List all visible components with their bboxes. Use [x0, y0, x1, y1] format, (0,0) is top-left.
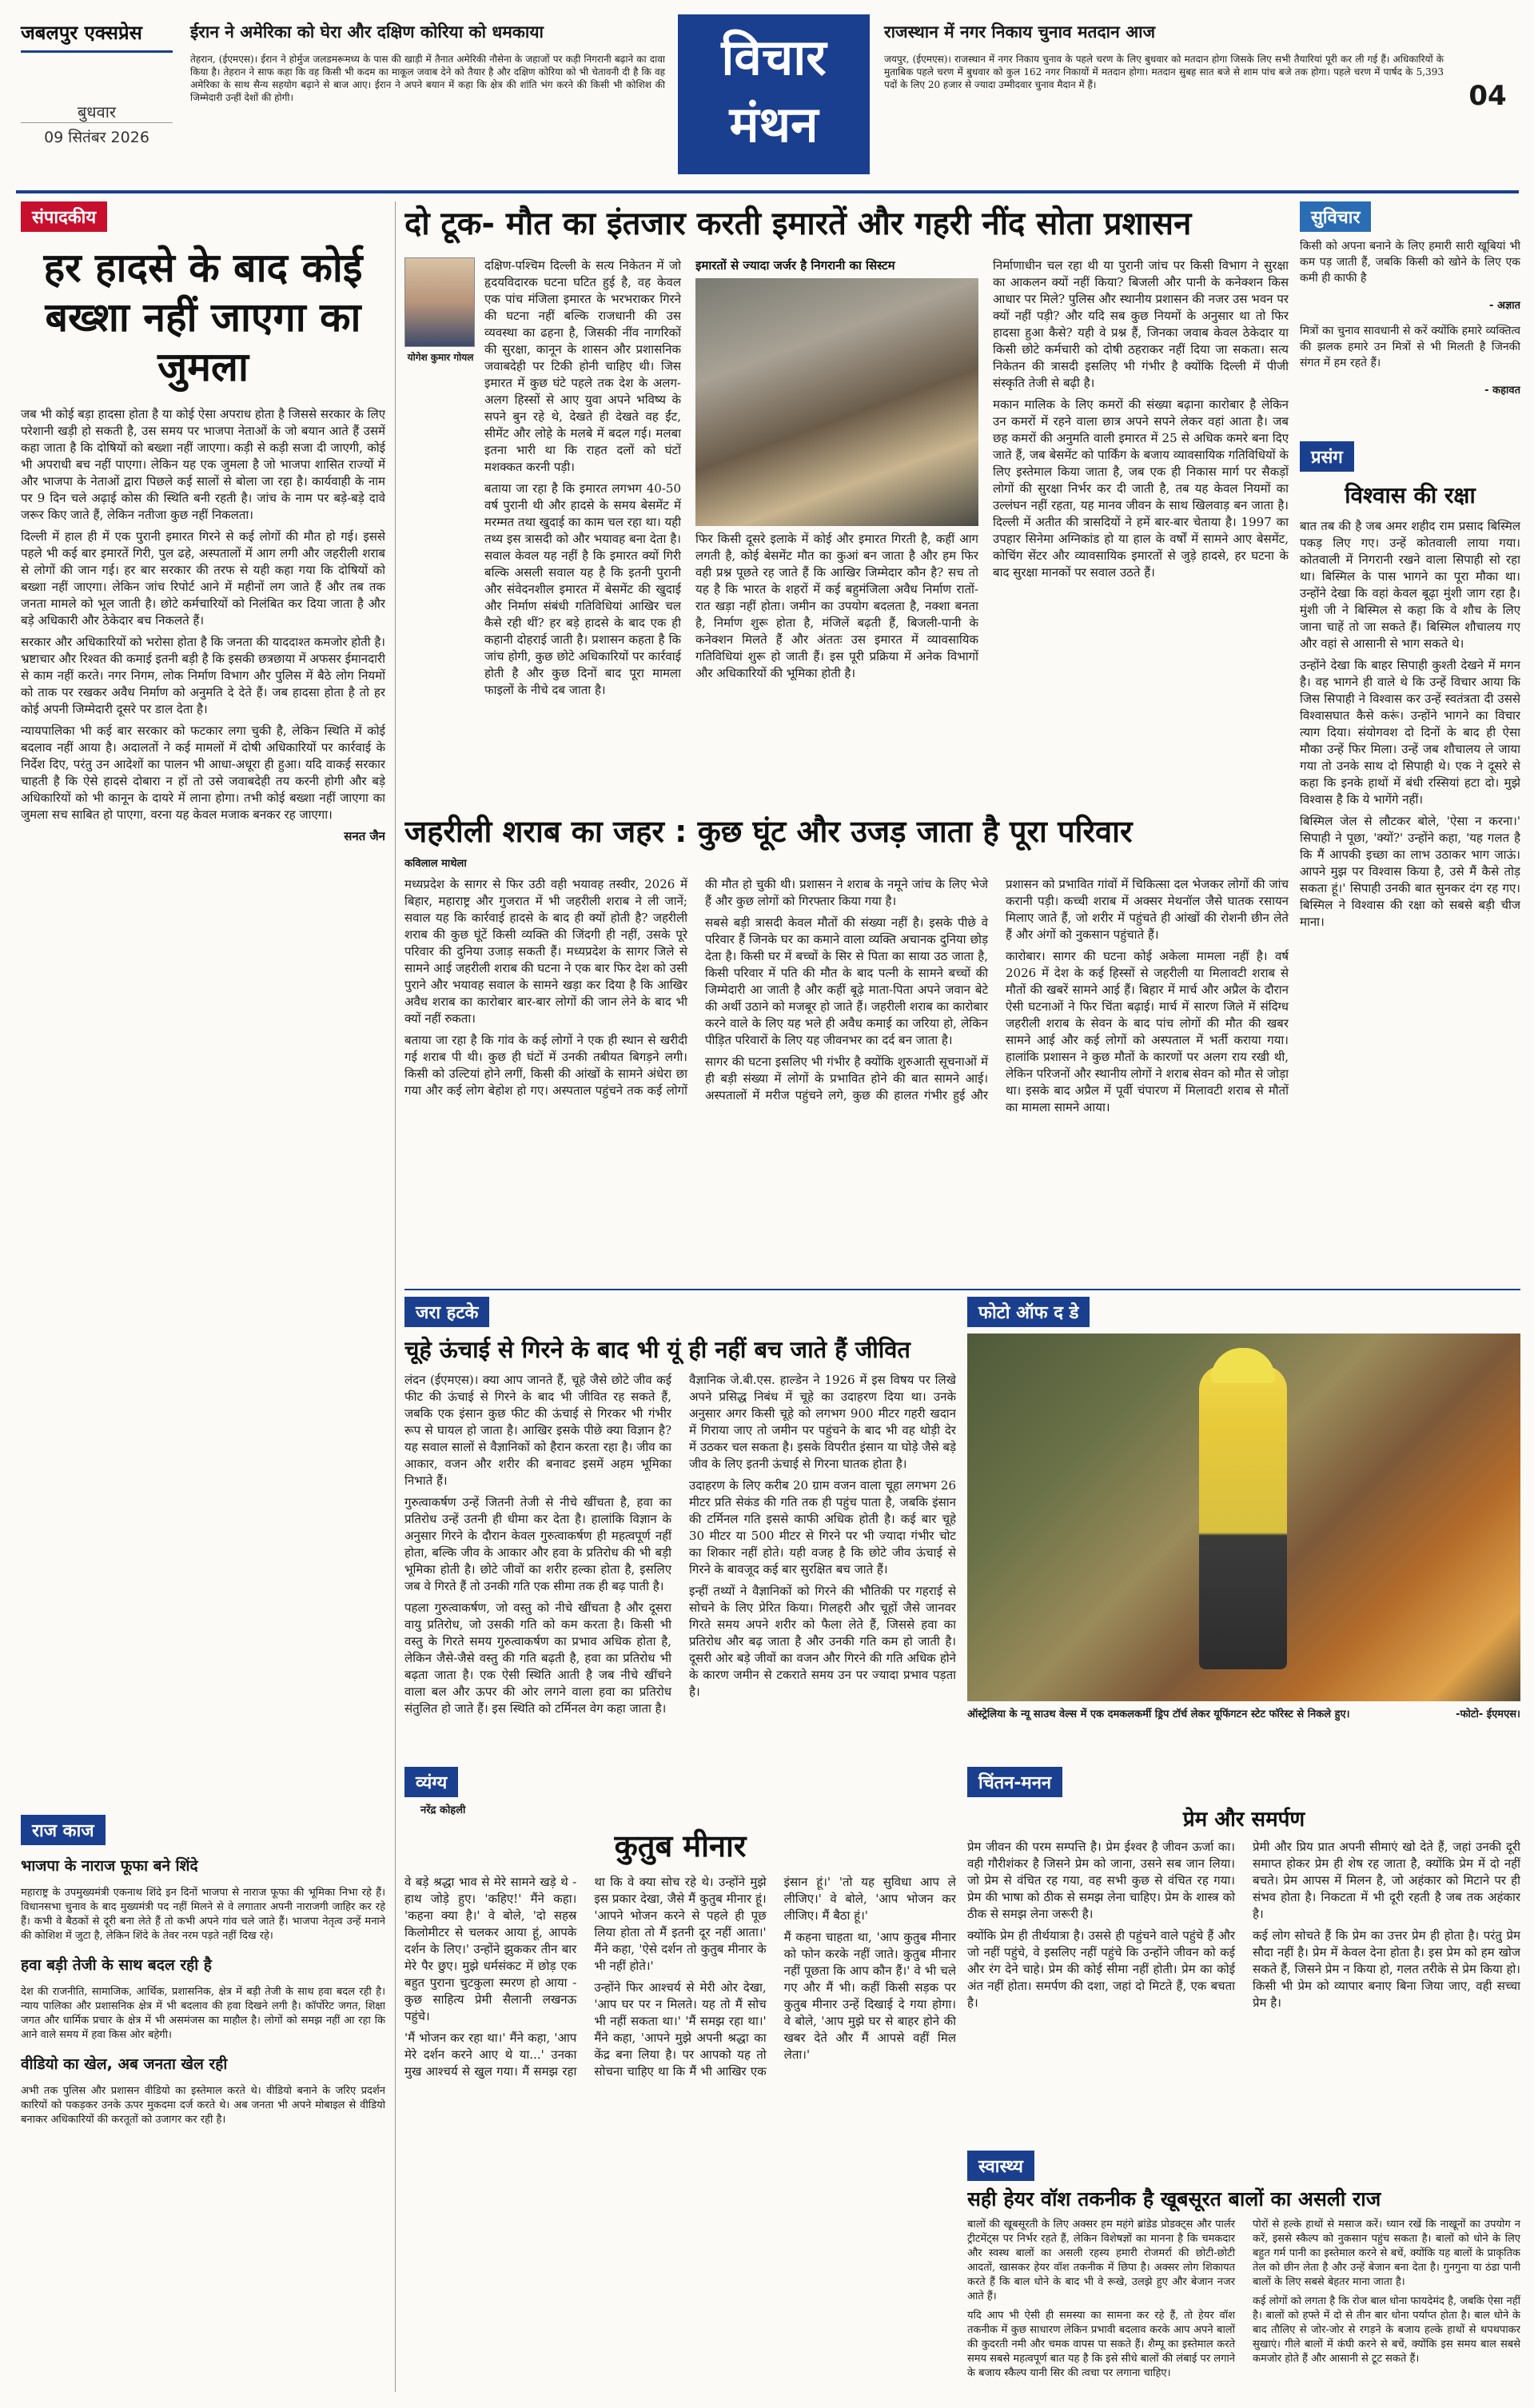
jara-hatke-paragraph: गुरुत्वाकर्षण उन्हें जितनी तेजी से नीचे खींचता है, हवा का प्रतिरोध उन्हें उतनी ही धीमा कर देता है। हालांकि विज्ञान के अनुसार गिरने के दौरान केवल गुरुत्वाकर्षण ही महत्वपूर्ण नहीं होता, बल्कि जीव के आकार और हवा के प्रतिरोध की भी बड़ी भूमिका होती है। छोटे जीवों का शरीर हल्का होता है, इसलिए जब वे गिरते हैं तो उनकी गति एक सीमा तक ही बढ़ पाती है।: [404, 1495, 671, 1593]
vyang-author: नरेंद्र कोहली: [420, 1804, 466, 1816]
sharab-author: कविलाल माथेला: [404, 858, 467, 870]
suvichar-quote: किसी को अपना बनाने के लिए हमारी सारी खूबियां भी कम पड़ जाती हैं, जबकि किसी को खोने के लिए एक कमी ही काफी है: [1300, 240, 1520, 285]
prasang-paragraph: बिस्मिल जेल से लौटकर बोले, 'ऐसा न करना।' सिपाही ने पूछा, 'क्यों?' उन्होंने कहा, 'यह गलत है कि मैं आपकी इच्छा का लाभ उठाकर भाग जाऊं। आपने मुझ पर विश्वास किया है, उसे मैं कैसे तोड़ सकता हूं।' सिपाही उनकी बात सुनकर दंग रह गए। बिस्मिल ने विश्वास की रक्षा को सबसे बड़ी चीज माना।: [1300, 814, 1520, 929]
chintan-paragraph: क्योंकि प्रेम ही तीर्थयात्रा है। उससे ही पहुंचने वाले पहुंचे हैं और जो नहीं पहुंचे, वे इसलिए नहीं पहुंचे कि उन्होंने जीवन को कई और रंग देने चाहे। प्रेम की कोई सीमा नहीं होती। प्रेम का कोई अंत नहीं होता। समर्पण की दशा, जहां दो मिटते हैं, एक बचता है।: [967, 1928, 1235, 2010]
chintan-paragraph: प्रेमी और प्रिय प्रात अपनी सीमाएं खो देते हैं, जहां उनकी दूरी समाप्त होकर प्रेम ही शेष रह जाता है, क्योंकि प्रेम में दो नहीं बचते। प्रेम आपस में मिलन है, जो अहंकार को मिटाने पर ही संभव होता है। निकटता में भी दूरी रहती है जब तक अहंकार है।: [1253, 1840, 1520, 1921]
lead-author-box: [404, 257, 476, 393]
masthead-brand: [678, 14, 870, 174]
prasang-headline: विश्वास की रक्षा: [1345, 482, 1476, 508]
swasthya-paragraph: बालों की खूबसूरती के लिए अक्सर हम महंगे ब्रांडेड प्रोडक्ट्स और पार्लर ट्रीटमेंट्स पर निर्भर रहते हैं, लेकिन विशेषज्ञों का मानना है कि चमकदार और स्वस्थ बालों का असली रहस्य हमारी रोजमर्रा की छोटी-छोटी आदतों, खासकर हेयर वॉश तकनीक में छिपा है। अक्सर लोग शिकायत करते हैं कि बाल धोने के बाद भी वे रूखे, उलझे हुए और बेजान नजर आते हैं।: [967, 2219, 1235, 2302]
lead-paragraph: बताया जा रहा है कि इमारत लगभग 40-50 वर्ष पुरानी थी और हादसे के समय बेसमेंट में मरम्मत तथा खुदाई का काम चल रहा था। यही तथ्य इस त्रासदी को और भयावह बना देता है। सवाल केवल यह नहीं है कि इमारत क्यों गिरी बल्कि असली सवाल यह है कि इतनी पुरानी और संवेदनशील इमारत में बेसमेंट की खुदाई और निर्माण संबंधी गतिविधियां आखिर चल कैसे रही थीं? हर बड़े हादसे के बाद एक ही कहानी दोहराई जाती है। प्रशासन कहता है कि जांच होगी, कुछ छोटे अधिकारियों पर कार्रवाई होती है और कुछ दिनों बाद पूरा मामला फाइलों के नीचे दब जाता है।: [484, 481, 681, 697]
photo-of-day-tag: फोटो ऑफ द डे: [967, 1297, 1090, 1327]
editorial-tag: संपादकीय: [21, 201, 107, 232]
raj-kaaj-headline: हवा बड़ी तेजी के साथ बदल रही है: [21, 1956, 212, 1974]
raj-kaaj-headline: वीडियो का खेल, अब जनता खेल रही: [21, 2055, 228, 2073]
photo-credit: -फोटो- ईएमएस।: [1456, 1708, 1520, 1720]
jara-hatke-body: [404, 1372, 956, 1740]
suvichar-author: - कहावत: [1484, 385, 1520, 397]
prasang-paragraph: उन्होंने देखा कि बाहर सिपाही कुश्ती देखने में मगन है। वह भागने ही वाले थे कि उन्हें विचार आया कि जिस सिपाही ने विश्वास कर उन्हें स्वतंत्रता दी उससे विश्वासघात कैसे करूं। उन्होंने भागने का विचार त्याग दिया। संयोगवश दो दिनों के बाद ही ऐसा मौका उन्हें फिर मिला। उन्हें जब शौचालय ले जाया गया तो उनके साथ दो सिपाही थे। एक ने दूसरे से कहा कि इनके हाथों में बंधी रस्सियां हटा दो। मुझे विश्वास है कि ये भागेंगे नहीं।: [1300, 658, 1520, 807]
swasthya-headline: सही हेयर वॉश तकनीक है खूबसूरत बालों का असली राज: [967, 2187, 1381, 2211]
issue-date: 09 सितंबर 2026: [21, 122, 173, 147]
chintan-paragraph: कई लोग सोचते हैं कि प्रेम का उत्तर प्रेम ही होता है। परंतु प्रेम सौदा नहीं है। प्रेम में केवल देना होता है। इस प्रेम को हम खोज सकते हैं, जिसने प्रेम न किया हो, गलत तरीके से प्रेम किया हो। किसी भी प्रेम को व्यापार बनाए बिना जिया जाए, वही सच्चा प्रेम है।: [1253, 1928, 1520, 2010]
raj-kaaj-section: [21, 1815, 385, 2394]
vyang-paragraph: वे बड़े श्रद्धा भाव से मेरे सामने खड़े थे - हाथ जोड़े हुए। 'कहिए!' मैंने कहा। 'कहना क्या है।' वे बोले, 'दो सहस्र किलोमीटर से चलकर आया हूं, आपके दर्शन के लिए।' उन्होंने झुककर तीन बार मेरे पैर छुए। मुझे धर्मसंकट में छोड़ एक बहुत पुराना चुटकुला स्मरण हो आया - कुछ साहित्य प्रेमी सैलानी लखनऊ पहुंचे।: [404, 1875, 577, 2023]
jara-hatke-paragraph: लंदन (ईएमएस)। क्या आप जानते हैं, चूहे जैसे छोटे जीव कई फीट की ऊंचाई से गिरने के बाद भी जीवित रह सकते हैं, जबकि एक इंसान कुछ फीट की ऊंचाई से गिरकर भी गंभीर रूप से घायल हो जाता है। आखिर इसके पीछे क्या विज्ञान है? यह सवाल सालों से वैज्ञानिकों को हैरान करता रहा है। जीव का आकार, वजन और शरीर की बनावट इसमें अहम भूमिका निभाते हैं।: [404, 1373, 671, 1488]
firefighter-photo: [967, 1334, 1520, 1701]
raj-kaaj-text: महाराष्ट्र के उपमुख्यमंत्री एकनाथ शिंदे इन दिनों भाजपा से नाराज फूफा की भूमिका निभा रहे हैं। विधानसभा चुनाव के बाद मुख्यमंत्री पद नहीं मिलने से वे लगातार अपनी नाराजगी जाहिर कर रहे हैं। कभी वे बैठकों से दूरी बना लेते हैं तो कभी अपने गांव चले जाते हैं। भाजपा नेतृत्व उन्हें मनाने की कोशिश में जुटा है, लेकिन शिंदे के तेवर नरम पड़ते नहीं दिख रहे।: [21, 1887, 385, 1942]
photo-of-day-section: [967, 1297, 1520, 1752]
editorial-headline: हर हादसे के बाद कोई बख्शा नहीं जाएगा का जुमला: [43, 245, 363, 390]
suvichar-tag: सुविचार: [1300, 201, 1371, 232]
page-number: 04: [1468, 80, 1507, 112]
chintan-paragraph: प्रेम जीवन की परम सम्पत्ति है। प्रेम ईश्वर है जीवन ऊर्जा का। वही गौरीशंकर है जिसने प्रेम को जाना, उसने सब जान लिया। जो प्रेम से वंचित रह गया, वह सभी कुछ से वंचित रह गया। प्रेम की भाषा को ठीक से समझ लेना चाहिए। प्रेम के शास्त्र को ठीक से समझ लेना जरूरी है।: [967, 1840, 1235, 1921]
suvichar-quote: मित्रों का चुनाव सावधानी से करें क्योंकि हमारे व्यक्तित्व की झलक हमारे उन मित्रों से भी मिलती है जिनकी संगत में हम रहते हैं।: [1300, 325, 1520, 369]
issue-day: बुधवार: [77, 102, 117, 122]
jara-hatke-tag: जरा हटके: [404, 1297, 489, 1327]
lead-paragraph: दक्षिण-पश्चिम दिल्ली के सत्य निकेतन में जो हृदयविदारक घटना घटित हुई है, वह केवल एक पांच मंजिला इमारत के भरभराकर गिरने की घटना नहीं बल्कि राजधानी की उस व्यवस्था का ढहना है, जिसकी नींव नागरिकों की सुरक्षा, कानून के शासन और प्रशासनिक जवाबदेही पर टिकी होनी चाहिए थी। जिस इमारत में कुछ घंटे पहले तक देश के अलग-अलग हिस्सों से आए युवा अपने भविष्य के सपने बुन रहे थे, देखते ही देखते वह ईंट, सीमेंट और लोहे के मलबे में बदल गई। मलबा इतना भारी था कि राहत दलों को घंटों मशक्कत करनी पड़ी।: [484, 258, 681, 474]
editorial-paragraph: सरकार और अधिकारियों को भरोसा होता है कि जनता की याददाश्त कमजोर होती है। भ्रष्टाचार और रिश्वत की कमाई इतनी बड़ी है कि इसकी छत्रछाया में अफसर ईमानदारी से काम नहीं करते। नगर निगम, लोक निर्माण विभाग और पुलिस में बैठे लोग नियमों को ताक पर रखकर अवैध निर्माण को अनुमति दे देते हैं। जब हादसा होता है तो हर कोई अपनी जिम्मेदारी दूसरे पर डाल देता है।: [21, 635, 385, 716]
chintan-body: [967, 1839, 1520, 2143]
swasthya-body: [967, 2218, 1520, 2394]
masthead-divider: [16, 190, 1519, 193]
editorial-paragraph: न्यायपालिका भी कई बार सरकार को फटकार लगा चुकी है, लेकिन स्थिति में कोई बदलाव नहीं आया है। अदालतों ने कई मामलों में दोषी अधिकारियों पर कार्रवाई के निर्देश दिए, परंतु उन आदेशों का पालन भी आधा-अधूरा ही हुआ। यदि वाकई सरकार चाहती है कि ऐसे हादसे दोबारा न हों तो उसे जवाबदेही तय करनी होगी और बड़े अधिकारियों को भी कानून के दायरे में लाना होगा। तभी कोई बख्शा नहीं जाएगा का जुमला सच साबित हो पाएगा, वरना यह केवल मजाक बनकर रह जाएगा।: [21, 724, 385, 822]
paper-name: जबलपुर एक्सप्रेस: [21, 19, 173, 53]
masthead-left: [21, 19, 173, 163]
jara-hatke-paragraph: उदाहरण के लिए करीब 20 ग्राम वजन वाला चूहा लगभग 26 मीटर प्रति सेकंड की गति तक ही पहुंच पाता है, जबकि इंसान की टर्मिनल गति इससे काफी अधिक होती है। कई बार चूहे 30 मीटर या 500 मीटर से गिरने पर भी ज्यादा गंभीर चोट का शिकार नहीं होते। यही वजह है कि छोटे जीव ऊंचाई से गिरने के बावजूद कई बार सुरक्षित बच जाते हैं।: [689, 1478, 956, 1577]
lead-headline: दो टूक- मौत का इंतजार करती इमारतें और गहरी नींद सोता प्रशासन: [404, 205, 1192, 242]
sharab-paragraph: मध्यप्रदेश के सागर से फिर उठी वही भयावह तस्वीर, 2026 में बिहार, महाराष्ट्र और गुजरात में भी जहरीली शराब ने ली जानें; सवाल यह कि कार्रवाई हादसे के बाद ही क्यों होती है? जहरीली शराब की कुछ घूंटें किसी व्यक्ति की जिंदगी ही नहीं, उसके पूरे परिवार की दुनिया उजाड़ सकती हैं। मध्यप्रदेश के सागर जिले से सामने आई जहरीली शराब की घटना ने एक बार फिर देश को उसी पुराने और भयावह सवाल के सामने खड़ा कर दिया है कि आखिर अवैध शराब का कारोबार बार-बार लोगों की जान लेने के बाद भी क्यों नहीं रुकता।: [404, 877, 687, 1026]
brand-line-1: विचार: [721, 28, 827, 86]
lead-paragraph: फिर किसी दूसरे इलाके में कोई और इमारत गिरती है, कहीं आग लगती है, कोई बेसमेंट मौत का कुआं बन जाता है और हम फिर वही प्रश्न पूछते रह जाते हैं कि आखिर जिम्मेदार कौन है? सच तो यह है कि भारत के शहरों में कई बहुमंजिला अवैध निर्माण रातों-रात खड़ा नहीं होता। जमीन का उपयोग बदलता है, नक्शा बनता है, निर्माण शुरू होता है, मंजिलें बढ़ती हैं, बिजली-पानी के कनेक्शन मिलते हैं और अंततः उस इमारत में व्यावसायिक गतिविधियां शुरू हो जाती हैं। इस पूरी प्रक्रिया में अनेक विभागों और अधिकारियों की भूमिका होती है।: [695, 532, 978, 680]
author-photo: [404, 257, 475, 347]
chintan-section: [967, 1767, 1520, 2143]
top-news-headline: ईरान ने अमेरिका को घेरा और दक्षिण कोरिया को धमकाया: [190, 22, 544, 42]
jara-hatke-paragraph: इन्हीं तथ्यों ने वैज्ञानिकों को गिरने की भौतिकी पर गहराई से सोचने के लिए प्रेरित किया। गिलहरी और चूहों जैसे जानवर गिरते समय अपने शरीर को फैला लेते हैं, जिससे हवा का प्रतिरोध और बढ़ जाता है और उनकी गति कम हो जाती है। दूसरी ओर बड़े जीवों का वजन और गिरने की गति अधिक होने के कारण जमीन से टकराते समय उन पर ज्यादा प्रभाव पड़ता है।: [689, 1584, 956, 1699]
editorial-section: [21, 201, 385, 1792]
jara-hatke-section: [404, 1297, 956, 1752]
sharab-article: [404, 811, 1289, 1282]
suvichar-author: - अज्ञात: [1489, 300, 1520, 312]
top-news-text: जयपुर, (ईएमएस)। राजस्थान में नगर निकाय चुनाव के पहले चरण के लिए बुधवार को मतदान होगा जिसके लिए सभी तैयारियां पूरी कर ली गई हैं। अधिकारियों के मुताबिक पहले चरण में बुधवार को कुल 162 नगर निकायों में मतदान होगा। मतदान सुबह सात बजे से शाम पांच बजे तक होगा। पहले चरण में पार्षद के 5,393 पदों के लिए 20 हजार से ज्यादा उम्मीदवार चुनाव मैदान में हैं।: [884, 54, 1444, 90]
lead-photo-caption: इमारतों से ज्यादा जर्जर है निगरानी का सिस्टम: [695, 258, 895, 273]
section-divider: [404, 1289, 1520, 1290]
masthead-news-left: [190, 18, 665, 185]
lead-paragraph: मकान मालिक के लिए कमरों की संख्या बढ़ाना कारोबार है लेकिन उन कमरों में रहने वाला छात्र अपने सपने लेकर वहां आता है। जब छह कमरों की अनुमति वाली इमारत में 25 से अधिक कमरे बना दिए जाते हैं, जब बेसमेंट को पार्किंग के बजाय व्यावसायिक गतिविधियों के लिए इस्तेमाल किया जाता है, जब एक ही निकास मार्ग पर सैकड़ों लोगों की सुरक्षा निर्भर कर दी जाती है, तब यह केवल नियमों का उल्लंघन नहीं रहता, यह मानव जीवन के साथ खिलवाड़ बन जाता है। दिल्ली में अतीत की त्रासदियों ने हमें बार-बार चेताया है। 1997 का उपहार सिनेमा अग्निकांड हो या हाल के वर्षों में सामने आए बेसमेंट, कोचिंग सेंटर और व्यावसायिक इमारतों से जुड़े हादसे, हर घटना के बाद सुरक्षा मानकों पर सवाल उठते हैं।: [993, 397, 1289, 580]
vyang-body: [404, 1874, 956, 2394]
jara-hatke-paragraph: वैज्ञानिक जे.बी.एस. हाल्डेन ने 1926 में इस विषय पर लिखे अपने प्रसिद्ध निबंध में चूहे का उदाहरण दिया था। उनके अनुसार अगर किसी चूहे को लगभग 900 मीटर गहरी खदान में गिराया जाए तो जमीन पर पहुंचने के बाद भी वह थोड़ी देर में उठकर चल सकता है। इसके विपरीत इंसान या घोड़े जैसे बड़े जीव के लिए इतनी ऊंचाई से गिरना घातक होता है।: [689, 1373, 956, 1471]
swasthya-paragraph: कई लोगों को लगता है कि रोज बाल धोना फायदेमंद है, जबकि ऐसा नहीं है। बालों को हफ्ते में दो से तीन बार धोना पर्याप्त होता है। बाल धोने के बाद तौलिए से जोर-जोर से रगड़ने के बजाय हल्के हाथों से थपथपाकर सुखाएं। गीले बालों में कंघी करने से बचें, क्योंकि इस समय बाल सबसे कमजोर होते हैं और आसानी से टूट सकते हैं।: [1253, 2295, 1520, 2365]
sharab-paragraph: बताया जा रहा है कि गांव के कई लोगों ने एक ही स्थान से खरीदी गई शराब पी थी। कुछ ही घंटों में उनकी तबीयत बिगड़ने लगी। किसी को उल्टियां होने लगीं, किसी की आंखों के सामने अंधेरा छा गया और कई लोग बेहोश हो गए। अस्पताल पहुंचने तक कई लोगों की मौत हो चुकी थी। प्रशासन ने शराब के नमूने जांच के लिए भेजे हैं और कुछ लोगों को गिरफ्तार किया गया है।: [404, 877, 988, 1098]
lead-paragraph: निर्माणाधीन चल रहा थी या पुरानी जांच पर किसी विभाग ने सुरक्षा का आकलन क्यों नहीं किया? बिजली और पानी के कनेक्शन किस आधार पर मिले? पुलिस और स्थानीय प्रशासन की नजर उस भवन पर क्यों नहीं पड़ी? और यदि सब कुछ नियमों के अनुसार था तो फिर हादसा हुआ कैसे? यही वे प्रश्न हैं, जिनका जवाब केवल ठेकेदार या किसी छोटे कर्मचारी को दोषी ठहराकर नहीं दिया जा सकता। सत्य निकेतन की त्रासदी इसलिए भी गंभीर है क्योंकि दिल्ली में पीजी संस्कृति तेजी से बढ़ी है।: [993, 258, 1289, 390]
sharab-paragraph: सागर की घटना इसलिए भी गंभीर है क्योंकि शुरुआती सूचनाओं में ही बड़ी संख्या में लोगों के प्रभावित होने की बात सामने आई। अस्पतालों में मरीज पहुंचने लगे, कुछ की हालत गंभीर हुई और प्रशासन को प्रभावित गांवों में चिकित्सा दल भेजकर लोगों की जांच करानी पड़ी। कच्ची शराब में अक्सर मेथनॉल जैसे घातक रसायन मिलाए जाते हैं, जो शरीर में पहुंचते ही आंखों की रोशनी छीन लेते हैं और अंगों को नुकसान पहुंचाते हैं।: [705, 877, 1289, 1102]
masthead-news-right: [884, 18, 1444, 185]
raj-kaaj-text: अभी तक पुलिस और प्रशासन वीडियो का इस्तेमाल करते थे। वीडियो बनाने के जरिए प्रदर्शन कारियों को पकड़कर उनके ऊपर मुकदमा दर्ज करते थे। अब जनता भी अपने मोबाइल से वीडियो बनाकर अधिकारियों की करतूतों को उजागर कर रही है।: [21, 2085, 385, 2126]
collapse-photo: [695, 278, 978, 526]
lead-author: योगेश कुमार गोयल: [407, 352, 474, 363]
editorial-author: सनत जैन: [344, 829, 385, 843]
top-news-headline: राजस्थान में नगर निकाय चुनाव मतदान आज: [884, 22, 1156, 42]
lead-text-left: [484, 257, 681, 798]
masthead: [0, 0, 1534, 193]
swasthya-tag: स्वास्थ्य: [967, 2151, 1034, 2181]
lead-article: [404, 201, 1289, 801]
brand-line-2: मंथन: [729, 95, 819, 153]
vyang-headline: कुतुब मीनार: [614, 1828, 747, 1864]
swasthya-paragraph: यदि आप भी ऐसी ही समस्या का सामना कर रहे हैं, तो हेयर वॉश तकनीक में कुछ साधारण लेकिन प्रभावी बदलाव करके आप अपने बालों की कुदरती नमी और चमक वापस पा सकते हैं। शैम्पू का इस्तेमाल करते समय सबसे महत्वपूर्ण बात यह है कि इसे सीधे बालों की लंबाई पर लगाने के बजाय स्कैल्प यानी सिर की त्वचा पर लगाना चाहिए।: [967, 2310, 1235, 2379]
vyang-section: [404, 1767, 956, 2394]
editorial-paragraph: जब भी कोई बड़ा हादसा होता है या कोई ऐसा अपराध होता है जिससे सरकार के लिए परेशानी खड़ी हो सकती है, उस समय पर भाजपा नेताओं के जो बयान आते हैं उसमें कहा जाता है कि दोषियों को बख्शा नहीं जाएगा। कड़ी से कड़ी सजा दी जाएगी, कोई भी अपराधी बच नहीं पाएगा। लेकिन यह एक जुमला है जो भाजपा शासित राज्यों में और भाजपा के नेताओं द्वारा पिछले कई सालों से बोला जा रहा है। कार्यवाही के नाम पर 9 दिन चले अढ़ाई कोस की स्थिति बनी रहती है। जांच के नाम पर बड़े-बड़े दावे जरूर किए जाते हैं, लेकिन नतीजा कुछ नहीं निकलता।: [21, 407, 385, 522]
sharab-paragraph: कारोबार। सागर की घटना कोई अकेला मामला नहीं है। वर्ष 2026 में देश के कई हिस्सों से जहरीली या मिलावटी शराब से मौतों की खबरें सामने आई हैं। बिहार में मार्च और अप्रैल के दौरान ऐसी घटनाओं ने फिर चिंता बढ़ाई। मार्च में सारण जिले में संदिग्ध जहरीली शराब के सेवन के बाद पांच लोगों की मौत की खबर सामने आई और कई लोगों को अस्पताल में भर्ती कराया गया। हालांकि प्रशासन ने कुछ मौतों के कारणों पर अलग राय रखी थी, लेकिन परिजनों और स्थानीय लोगों ने शराब सेवन को मौत से जोड़ा था। इसके बाद अप्रैल में पूर्वी चंपारण में मिलावटी शराब से मौतों का मामला सामने आया।: [1006, 949, 1289, 1114]
raj-kaaj-tag: राज काज: [21, 1815, 106, 1845]
raj-kaaj-headline: भाजपा के नाराज फूफा बने शिंदे: [21, 1857, 198, 1875]
raj-kaaj-text: देश की राजनीति, सामाजिक, आर्थिक, प्रशासनिक, क्षेत्र में बड़ी तेजी के साथ हवा बदल रही है। न्याय पालिका और प्रशासनिक क्षेत्र में भी बदलाव की हवा दिखने लगी है। कॉर्पोरेट जगत, शिक्षा जगत और धार्मिक प्रचार के क्षेत्र में भी असमंजस का माहौल है। लोगों को समझ नहीं आ रहा कि आने वाले समय में हवा किस ओर बहेगी।: [21, 1986, 385, 2041]
firefighter-figure: [1199, 1365, 1287, 1669]
vyang-paragraph: उन्होंने फिर आश्चर्य से मेरी ओर देखा, 'आप घर पर न मिलते। यह तो मैं सोच भी नहीं सकता था।' 'मैं समझ रहा था।' मैंने कहा, 'आपने मुझे अपनी श्रद्धा का केंद्र बना लिया है। पर आपको यह तो सोचना चाहिए था कि मैं भी आखिर एक इंसान हूं।' 'तो यह सुविधा आप ले लीजिए।' वे बोले, 'आप भोजन कर लीजिए। मैं बैठा हूं।': [594, 1875, 956, 2079]
vyang-paragraph: मैं कहना चाहता था, 'आप कुतुब मीनार को फोन करके नहीं जाते। कुतुब मीनार नहीं पूछता कि आप कौन हैं।' वे भी चले गए और मैं भी। कहीं किसी सड़क पर कुतुब मीनार उन्हें दिखाई दे गया होगा। वे बोले, 'आप मुझे घर से बाहर होने की खबर देते और मैं आपसे वहीं मिल लेता।': [783, 1930, 956, 2062]
sharab-body: [404, 876, 1289, 1276]
sharab-headline: जहरीली शराब का जहर : कुछ घूंट और उजड़ जाता है पूरा परिवार: [404, 814, 1133, 849]
vyang-paragraph: 'मैं भोजन कर रहा था।' मैंने कहा, 'आप मेरे दर्शन करने आए थे या...' उनका मुख आश्चर्य से खुल गया। मैं समझ रहा था कि वे क्या सोच रहे थे। उन्होंने मुझे इस प्रकार देखा, जैसे मैं कुतुब मीनार हूं। 'आपने भोजन करने से पहले ही पूछ लिया होता तो मैं इतनी दूर नहीं आता।' मैंने कहा, 'ऐसे दर्शन तो कुतुब मीनार के भी नहीं होते।': [404, 1875, 767, 2079]
photo-caption: ऑस्ट्रेलिया के न्यू साउथ वेल्स में एक दमकलकर्मी ड्रिप टॉर्च लेकर यूफिंगटन स्टेट फॉरेस्ट से निकले हुए।: [967, 1708, 1350, 1720]
editorial-paragraph: दिल्ली में हाल ही में एक पुरानी इमारत गिरने से कई लोगों की मौत हो गई। इससे पहले भी कई बार इमारतें गिरी, पुल ढहे, अस्पतालों में आग लगी और जहरीली शराब से लोगों की जान गई। हर बार सरकार की तरफ से यही कहा गया कि दोषियों को बख्शा नहीं जाएगा। लेकिन जांच रिपोर्ट आने में महीनों लग जाते हैं और तब तक जनता मामले को भूल जाती है। छोटे कर्मचारियों को निलंबित कर दिया जाता है और बड़े अधिकारी और ठेकेदार बच निकलते हैं।: [21, 529, 385, 628]
column-divider: [395, 201, 396, 2392]
sharab-paragraph: सबसे बड़ी त्रासदी केवल मौतों की संख्या नहीं है। इसके पीछे वे परिवार हैं जिनके घर का कमाने वाला व्यक्ति अचानक दुनिया छोड़ देता है। किसी घर में बच्चों के सिर से पिता का साया उठ जाता है, किसी परिवार में पति की मौत के बाद पत्नी के सामने बच्चों की जिम्मेदारी आ जाती है और कहीं बूढ़े माता-पिता अपने जवान बेटे की अर्थी उठाने को मजबूर हो जाते हैं। जहरीली शराब का कारोबार करने वाले के लिए यह भले ही अवैध कमाई का जरिया हो, लेकिन पीड़ित परिवारों के लिए यह जीवनभर का दर्द बन जाता है।: [705, 915, 988, 1047]
vyang-tag: व्यंग्य: [404, 1767, 458, 1797]
lead-photo-block: [695, 257, 978, 798]
prasang-tag: प्रसंग: [1300, 441, 1354, 472]
top-news-text: तेहरान, (ईएमएस)। ईरान ने होर्मुज जलडमरूमध्य के पास की खाड़ी में तैनात अमेरिकी नौसेना के जहाजों पर कड़ी निगरानी बढ़ाने का दावा किया है। तेहरान ने साफ कहा कि वह किसी भी कदम का माकूल जवाब देने को तैयार है और दक्षिण कोरिया को भी चेतावनी दी है कि वह अमेरिका के साथ सैन्य सहयोग बढ़ाने से बाज आए। ईरान ने अपने बयान में कहा कि क्षेत्र की शांति भंग करने की किसी भी कोशिश की जिम्मेदारी उन्हीं देशों की होगी।: [190, 54, 665, 103]
jara-hatke-headline: चूहे ऊंचाई से गिरने के बाद भी यूं ही नहीं बच जाते हैं जीवित: [404, 1336, 910, 1363]
lead-text-right: [993, 257, 1289, 798]
swasthya-paragraph: पोरों से हल्के हाथों से मसाज करें। ध्यान रखें कि नाखूनों का उपयोग न करें, इससे स्कैल्प को नुकसान पहुंच सकता है। बालों को धोने के लिए बहुत गर्म पानी का इस्तेमाल करने से बचें, क्योंकि यह बालों के प्राकृतिक तेल को छीन लेता है और उन्हें बेजान बना देता है। गुनगुना या ठंडा पानी बालों के लिए सबसे बेहतर माना जाता है।: [1253, 2219, 1520, 2288]
prasang-paragraph: बात तब की है जब अमर शहीद राम प्रसाद बिस्मिल पकड़ लिए गए। उन्हें कोतवाली लाया गया। कोतवाली में निगरानी रखने वाला सिपाही सो रहा था। बिस्मिल के पास भागने का पूरा मौका था। उन्होंने देखा कि वहां केवल बूढ़ा मुंशी जाग रहा है। मुंशी जी ने बिस्मिल से कहा कि वे शौच के लिए जाना चाहें तो जा सकते हैं। बिस्मिल शौचालय गए और वहां से आसानी से भाग सकते थे।: [1300, 519, 1520, 651]
swasthya-section: [967, 2151, 1520, 2394]
prasang-section: [1300, 441, 1520, 1281]
suvichar-section: [1300, 201, 1520, 433]
chintan-tag: चिंतन-मनन: [967, 1767, 1062, 1797]
jara-hatke-paragraph: पहला गुरुत्वाकर्षण, जो वस्तु को नीचे खींचता है और दूसरा वायु प्रतिरोध, जो उसकी गति को कम करता है। किसी भी वस्तु के गिरते समय गुरुत्वाकर्षण का प्रभाव अधिक होता है, लेकिन जैसे-जैसे वस्तु की गति बढ़ती है, हवा का प्रतिरोध भी बढ़ता जाता है। एक ऐसी स्थिति आती है जब नीचे खींचने वाला बल और ऊपर की ओर लगने वाला हवा का प्रतिरोध संतुलित हो जाते हैं। इस स्थिति को टर्मिनल वेग कहा जाता है।: [404, 1601, 671, 1716]
chintan-headline: प्रेम और समर्पण: [1182, 1808, 1305, 1832]
helmet-icon: [1211, 1348, 1275, 1383]
